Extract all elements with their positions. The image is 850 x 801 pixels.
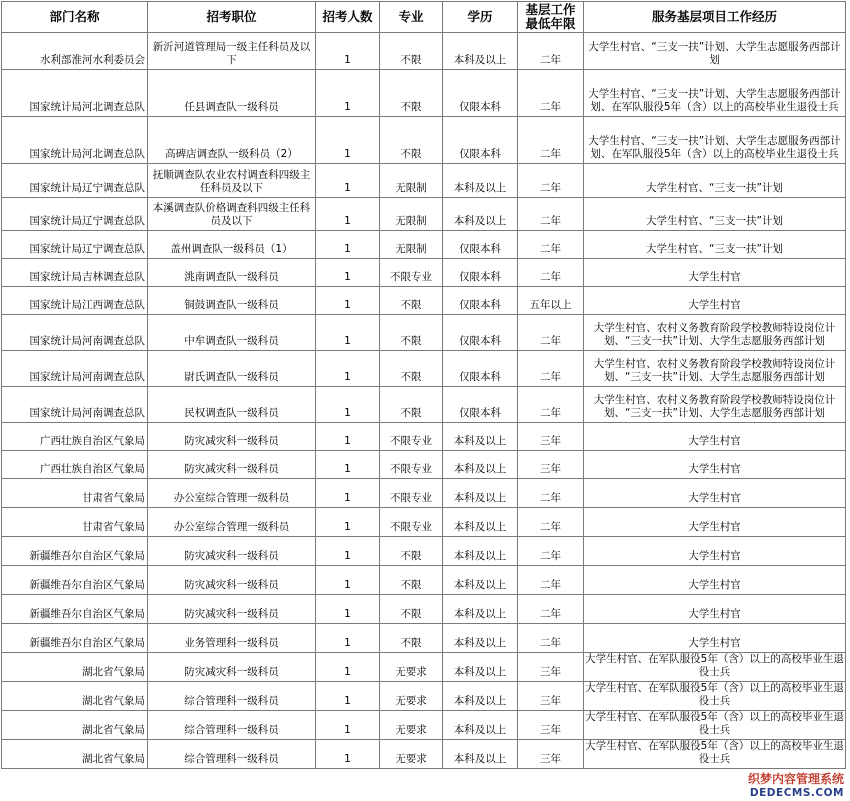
header-department: 部门名称 [2, 2, 148, 33]
table-row [2, 479, 846, 508]
cell-min-years: 二年 [518, 315, 584, 351]
cell-major: 不限 [380, 287, 443, 315]
cell-education: 本科及以上 [443, 479, 518, 508]
cell-education: 仅限本科 [443, 117, 518, 164]
cell-service-experience: 大学生村官、“三支一扶”计划、大学生志愿服务西部计划、在军队服役5年（含）以上的高校毕业生退役士兵 [584, 70, 846, 117]
cell-service-experience: 大学生村官 [584, 624, 846, 653]
cell-headcount: 1 [316, 287, 380, 315]
cell-department: 湖北省气象局 [2, 653, 148, 682]
cell-headcount: 1 [316, 653, 380, 682]
cell-headcount: 1 [316, 423, 380, 451]
cell-major: 不限 [380, 117, 443, 164]
cell-position: 防灾减灾科一级科员 [148, 451, 316, 479]
header-service-experience: 服务基层项目工作经历 [584, 2, 846, 33]
cell-department: 新疆维吾尔自治区气象局 [2, 595, 148, 624]
header-headcount: 招考人数 [316, 2, 380, 33]
cell-department: 新疆维吾尔自治区气象局 [2, 566, 148, 595]
cell-major: 无要求 [380, 740, 443, 769]
cell-min-years: 二年 [518, 624, 584, 653]
cell-department: 甘肃省气象局 [2, 479, 148, 508]
cell-major: 不限专业 [380, 451, 443, 479]
cell-department: 国家统计局辽宁调查总队 [2, 231, 148, 259]
cell-headcount: 1 [316, 451, 380, 479]
cell-education: 仅限本科 [443, 351, 518, 387]
cell-headcount: 1 [316, 508, 380, 537]
cell-major: 不限 [380, 537, 443, 566]
header-position: 招考职位 [148, 2, 316, 33]
cell-major: 不限 [380, 566, 443, 595]
cell-education: 本科及以上 [443, 740, 518, 769]
cell-headcount: 1 [316, 198, 380, 231]
cell-min-years: 二年 [518, 566, 584, 595]
cell-position: 高碑店调查队一级科员（2） [148, 117, 316, 164]
cell-service-experience: 大学生村官、在军队服役5年（含）以上的高校毕业生退役士兵 [584, 682, 846, 711]
table-row [2, 624, 846, 653]
cell-education: 本科及以上 [443, 198, 518, 231]
cell-education: 仅限本科 [443, 231, 518, 259]
cell-major: 不限 [380, 315, 443, 351]
table-row [2, 231, 846, 259]
cell-department: 新疆维吾尔自治区气象局 [2, 537, 148, 566]
cell-education: 本科及以上 [443, 682, 518, 711]
cell-headcount: 1 [316, 624, 380, 653]
cell-education: 本科及以上 [443, 711, 518, 740]
cell-position: 综合管理科一级科员 [148, 682, 316, 711]
cell-service-experience: 大学生村官 [584, 537, 846, 566]
table-row [2, 451, 846, 479]
cell-position: 本溪调查队价格调查科四级主任科员及以下 [148, 198, 316, 231]
cell-department: 甘肃省气象局 [2, 508, 148, 537]
cell-service-experience: 大学生村官 [584, 423, 846, 451]
cell-department: 湖北省气象局 [2, 740, 148, 769]
cell-headcount: 1 [316, 682, 380, 711]
cell-department: 国家统计局河北调查总队 [2, 70, 148, 117]
cell-service-experience: 大学生村官、“三支一扶”计划、大学生志愿服务西部计划 [584, 33, 846, 70]
table-row [2, 682, 846, 711]
cell-major: 不限 [380, 624, 443, 653]
table-row [2, 537, 846, 566]
cell-service-experience: 大学生村官、农村义务教育阶段学校教师特设岗位计划、“三支一扶”计划、大学生志愿服务西部计划 [584, 315, 846, 351]
cell-major: 无限制 [380, 198, 443, 231]
cell-education: 本科及以上 [443, 653, 518, 682]
cell-department: 国家统计局河北调查总队 [2, 117, 148, 164]
cell-major: 不限 [380, 387, 443, 423]
cell-headcount: 1 [316, 70, 380, 117]
cell-min-years: 二年 [518, 231, 584, 259]
watermark-title: 织梦内容管理系统 [747, 772, 844, 786]
cell-education: 仅限本科 [443, 315, 518, 351]
cell-position: 盖州调查队一级科员（1） [148, 231, 316, 259]
cell-department: 国家统计局江西调查总队 [2, 287, 148, 315]
cell-min-years: 二年 [518, 595, 584, 624]
table-row [2, 351, 846, 387]
cell-major: 不限专业 [380, 508, 443, 537]
cell-min-years: 二年 [518, 387, 584, 423]
cell-position: 办公室综合管理一级科员 [148, 479, 316, 508]
cell-min-years: 二年 [518, 117, 584, 164]
table-row [2, 740, 846, 769]
cell-service-experience: 大学生村官 [584, 595, 846, 624]
cell-headcount: 1 [316, 387, 380, 423]
cell-major: 不限 [380, 70, 443, 117]
cell-min-years: 五年以上 [518, 287, 584, 315]
cell-education: 仅限本科 [443, 259, 518, 287]
cell-department: 国家统计局辽宁调查总队 [2, 164, 148, 198]
table-row [2, 198, 846, 231]
cell-min-years: 二年 [518, 198, 584, 231]
cell-department: 国家统计局辽宁调查总队 [2, 198, 148, 231]
cell-department: 国家统计局吉林调查总队 [2, 259, 148, 287]
cell-headcount: 1 [316, 231, 380, 259]
cell-major: 无要求 [380, 711, 443, 740]
cell-min-years: 三年 [518, 682, 584, 711]
cell-major: 不限 [380, 595, 443, 624]
cell-headcount: 1 [316, 479, 380, 508]
cell-department: 国家统计局河南调查总队 [2, 387, 148, 423]
cell-major: 不限专业 [380, 423, 443, 451]
cell-headcount: 1 [316, 537, 380, 566]
cell-education: 本科及以上 [443, 164, 518, 198]
cell-position: 任县调查队一级科员 [148, 70, 316, 117]
table-row [2, 315, 846, 351]
table-row [2, 164, 846, 198]
cell-education: 本科及以上 [443, 451, 518, 479]
cell-min-years: 二年 [518, 479, 584, 508]
cell-service-experience: 大学生村官、在军队服役5年（含）以上的高校毕业生退役士兵 [584, 740, 846, 769]
cell-service-experience: 大学生村官、在军队服役5年（含）以上的高校毕业生退役士兵 [584, 711, 846, 740]
table-row [2, 33, 846, 70]
cell-position: 抚顺调查队农业农村调查科四级主任科员及以下 [148, 164, 316, 198]
table-row [2, 287, 846, 315]
cell-service-experience: 大学生村官 [584, 508, 846, 537]
cell-service-experience: 大学生村官 [584, 259, 846, 287]
cell-position: 防灾减灾科一级科员 [148, 537, 316, 566]
table-row [2, 117, 846, 164]
cell-major: 不限 [380, 33, 443, 70]
watermark-domain: DEDECMS.COM [749, 787, 844, 799]
cell-major: 不限 [380, 351, 443, 387]
cell-service-experience: 大学生村官、农村义务教育阶段学校教师特设岗位计划、“三支一扶”计划、大学生志愿服务西部计划 [584, 387, 846, 423]
table-row [2, 711, 846, 740]
cell-service-experience: 大学生村官 [584, 566, 846, 595]
cell-position: 综合管理科一级科员 [148, 740, 316, 769]
cell-service-experience: 大学生村官 [584, 287, 846, 315]
cell-min-years: 二年 [518, 508, 584, 537]
cell-position: 综合管理科一级科员 [148, 711, 316, 740]
cell-department: 湖北省气象局 [2, 682, 148, 711]
cell-position: 民权调查队一级科员 [148, 387, 316, 423]
cell-position: 防灾减灾科一级科员 [148, 653, 316, 682]
header-education: 学历 [443, 2, 518, 33]
cell-headcount: 1 [316, 259, 380, 287]
recruitment-table [1, 1, 846, 769]
cell-major: 无限制 [380, 164, 443, 198]
cell-min-years: 二年 [518, 259, 584, 287]
table-header-row [2, 2, 846, 33]
cell-min-years: 三年 [518, 451, 584, 479]
cell-education: 本科及以上 [443, 624, 518, 653]
cell-position: 洮南调查队一级科员 [148, 259, 316, 287]
cell-headcount: 1 [316, 740, 380, 769]
table-row [2, 70, 846, 117]
cell-education: 本科及以上 [443, 595, 518, 624]
cell-department: 水利部淮河水利委员会 [2, 33, 148, 70]
cell-major: 无要求 [380, 682, 443, 711]
cell-department: 广西壮族自治区气象局 [2, 423, 148, 451]
cell-position: 铜鼓调查队一级科员 [148, 287, 316, 315]
table-row [2, 508, 846, 537]
cell-major: 无限制 [380, 231, 443, 259]
cell-service-experience: 大学生村官、“三支一扶”计划、大学生志愿服务西部计划、在军队服役5年（含）以上的高校毕业生退役士兵 [584, 117, 846, 164]
cell-education: 本科及以上 [443, 537, 518, 566]
cell-position: 新沂河道管理局一级主任科员及以下 [148, 33, 316, 70]
cell-department: 国家统计局河南调查总队 [2, 315, 148, 351]
cell-min-years: 二年 [518, 33, 584, 70]
cell-education: 本科及以上 [443, 33, 518, 70]
cell-education: 本科及以上 [443, 423, 518, 451]
table-row [2, 423, 846, 451]
cell-min-years: 二年 [518, 70, 584, 117]
cell-headcount: 1 [316, 351, 380, 387]
cell-department: 广西壮族自治区气象局 [2, 451, 148, 479]
cell-min-years: 二年 [518, 351, 584, 387]
cell-position: 尉氏调查队一级科员 [148, 351, 316, 387]
site-watermark [694, 770, 844, 799]
header-major: 专业 [380, 2, 443, 33]
cell-service-experience: 大学生村官、在军队服役5年（含）以上的高校毕业生退役士兵 [584, 653, 846, 682]
cell-min-years: 三年 [518, 653, 584, 682]
cell-position: 防灾减灾科一级科员 [148, 423, 316, 451]
cell-education: 仅限本科 [443, 287, 518, 315]
cell-service-experience: 大学生村官、“三支一扶”计划 [584, 164, 846, 198]
cell-major: 不限专业 [380, 259, 443, 287]
cell-education: 仅限本科 [443, 70, 518, 117]
cell-service-experience: 大学生村官、“三支一扶”计划 [584, 231, 846, 259]
table-row [2, 387, 846, 423]
cell-service-experience: 大学生村官 [584, 451, 846, 479]
cell-position: 防灾减灾科一级科员 [148, 566, 316, 595]
cell-service-experience: 大学生村官、“三支一扶”计划 [584, 198, 846, 231]
cell-headcount: 1 [316, 33, 380, 70]
cell-education: 仅限本科 [443, 387, 518, 423]
cell-major: 无要求 [380, 653, 443, 682]
cell-major: 不限专业 [380, 479, 443, 508]
cell-headcount: 1 [316, 566, 380, 595]
cell-headcount: 1 [316, 595, 380, 624]
cell-position: 中牟调查队一级科员 [148, 315, 316, 351]
cell-min-years: 二年 [518, 537, 584, 566]
cell-headcount: 1 [316, 315, 380, 351]
cell-department: 湖北省气象局 [2, 711, 148, 740]
table-row [2, 566, 846, 595]
cell-education: 本科及以上 [443, 508, 518, 537]
cell-department: 国家统计局河南调查总队 [2, 351, 148, 387]
cell-department: 新疆维吾尔自治区气象局 [2, 624, 148, 653]
table-row [2, 653, 846, 682]
cell-headcount: 1 [316, 117, 380, 164]
cell-headcount: 1 [316, 164, 380, 198]
table-row [2, 595, 846, 624]
cell-service-experience: 大学生村官、农村义务教育阶段学校教师特设岗位计划、“三支一扶”计划、大学生志愿服务西部计划 [584, 351, 846, 387]
cell-min-years: 三年 [518, 423, 584, 451]
cell-position: 业务管理科一级科员 [148, 624, 316, 653]
cell-position: 办公室综合管理一级科员 [148, 508, 316, 537]
cell-education: 本科及以上 [443, 566, 518, 595]
cell-position: 防灾减灾科一级科员 [148, 595, 316, 624]
cell-min-years: 三年 [518, 740, 584, 769]
header-min-years: 基层工作最低年限 [518, 2, 584, 33]
cell-headcount: 1 [316, 711, 380, 740]
cell-min-years: 二年 [518, 164, 584, 198]
table-row [2, 259, 846, 287]
cell-service-experience: 大学生村官 [584, 479, 846, 508]
cell-min-years: 三年 [518, 711, 584, 740]
